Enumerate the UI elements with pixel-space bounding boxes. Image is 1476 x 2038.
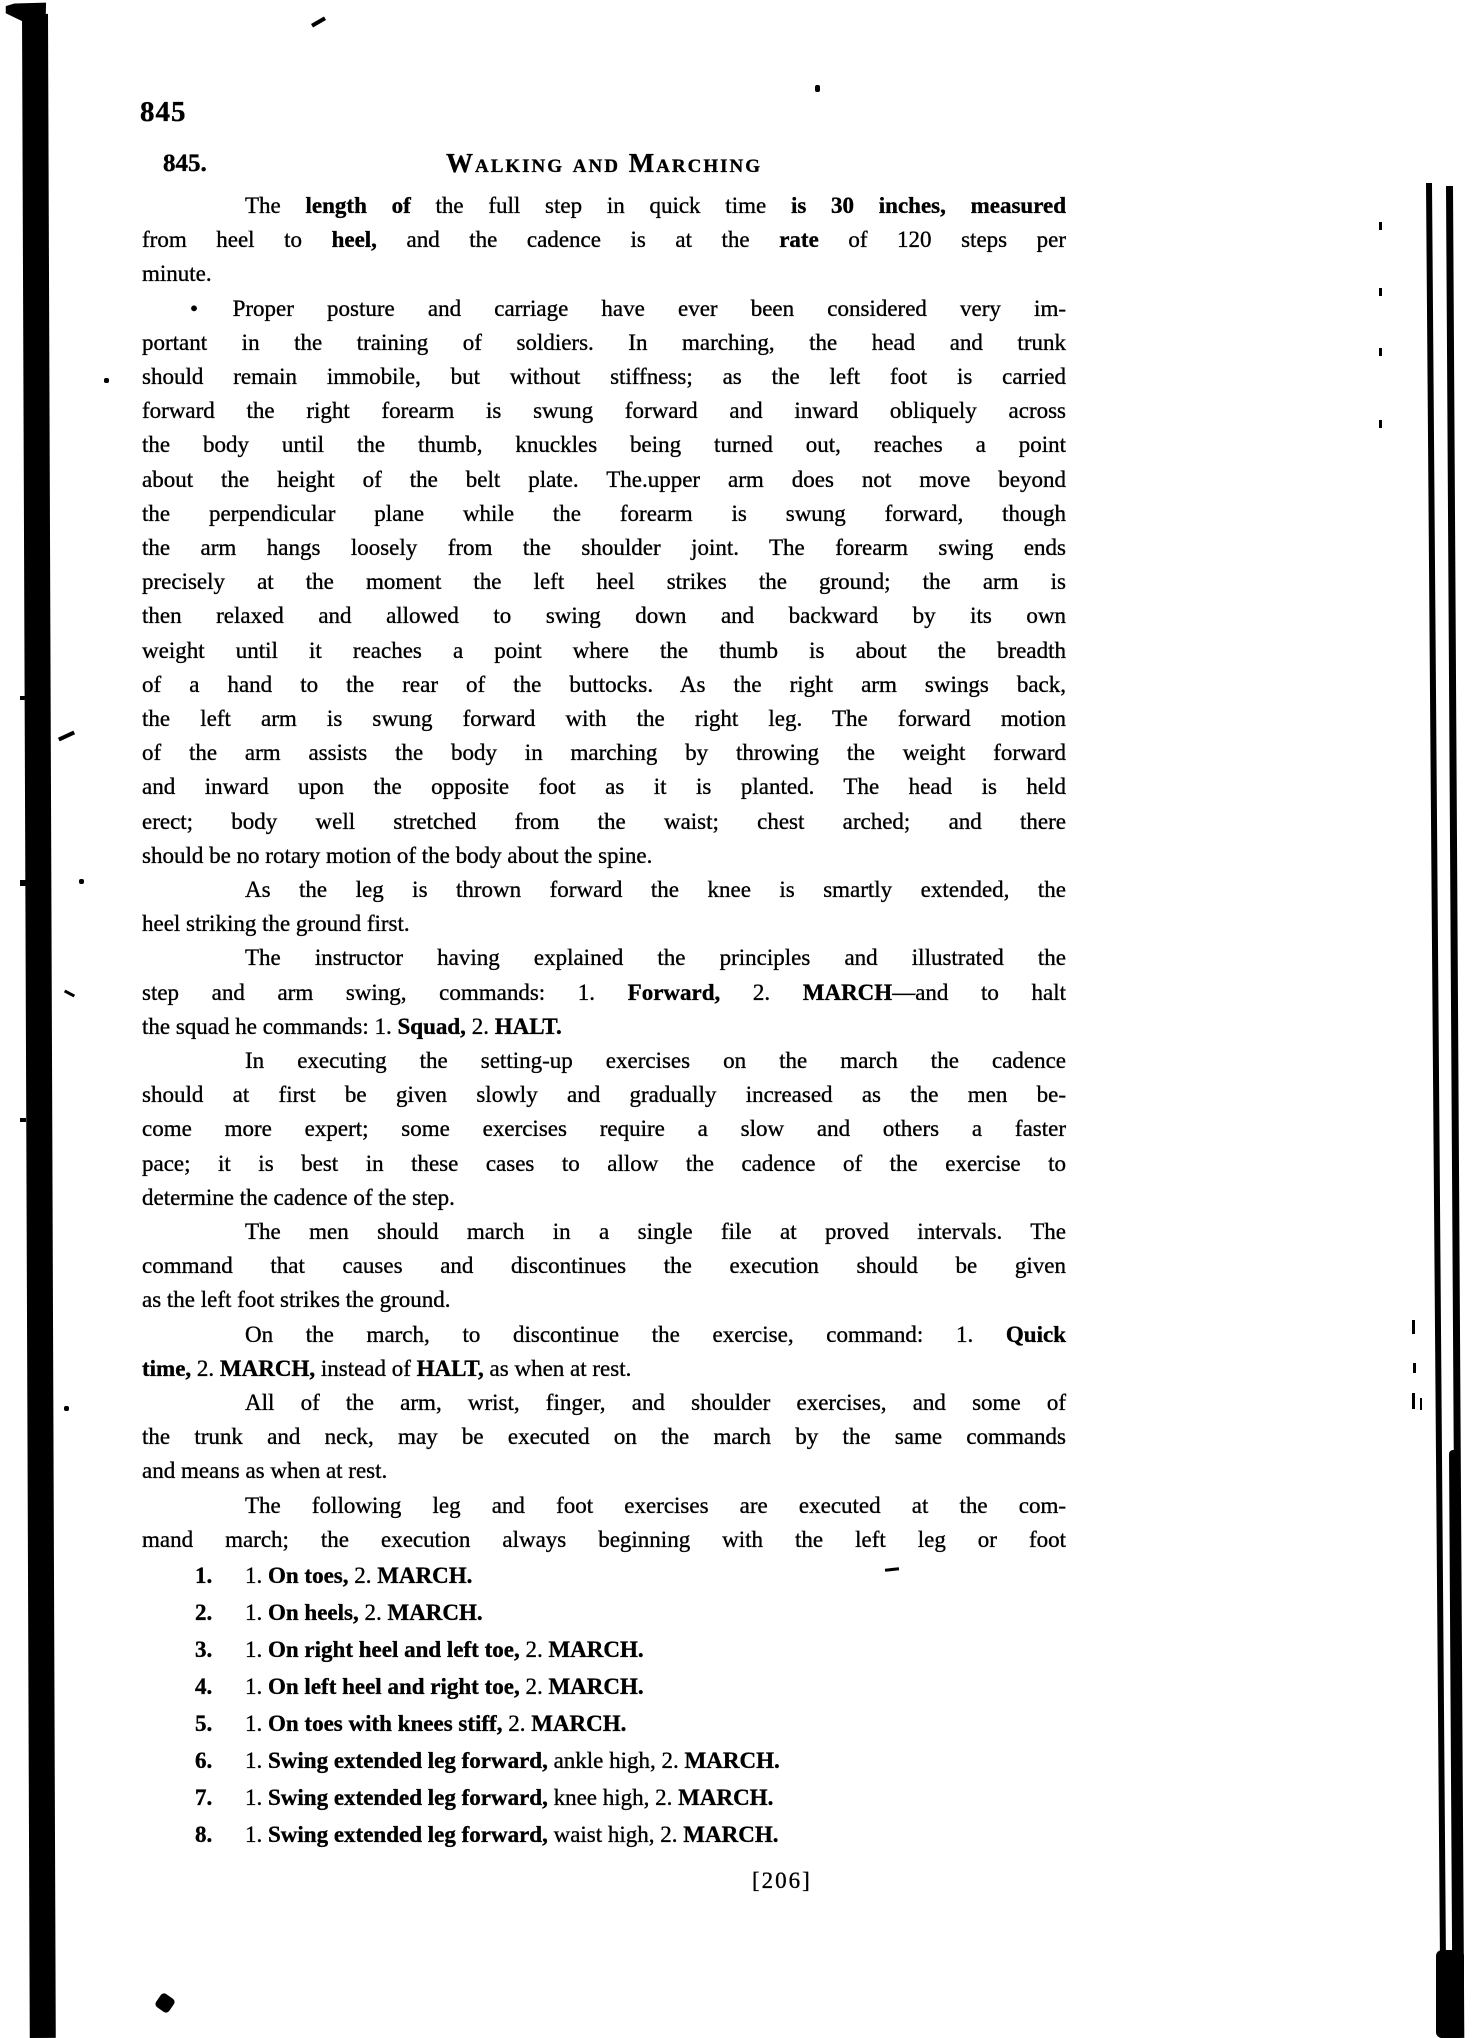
scan-speck	[79, 879, 84, 884]
scan-speck	[104, 378, 109, 383]
scan-speck	[1379, 420, 1382, 428]
text-line: and means as when at rest.	[142, 1458, 388, 1484]
text-line: erect; body well stretched from the waist; chest arched; and there	[142, 808, 1066, 834]
scan-pen-mark	[58, 731, 75, 742]
page-content	[142, 0, 1066, 2038]
scan-speck	[20, 696, 27, 700]
list-item-number: 4.	[195, 1674, 213, 1699]
exercise-list-item: 1. 1. On toes, 2. MARCH.	[195, 1563, 473, 1588]
scan-speck	[1413, 1363, 1416, 1373]
list-item-number: 6.	[195, 1748, 213, 1773]
list-item-number: 2.	[195, 1600, 213, 1625]
text-line: On the march, to discontinue the exercise, command: 1. Quick	[245, 1321, 1066, 1347]
text-line: determine the cadence of the step.	[142, 1184, 455, 1210]
text-line: come more expert; some exercises require a slow and others a faster	[142, 1116, 1066, 1142]
scan-speck	[1412, 1320, 1415, 1334]
scan-speck	[1420, 1398, 1422, 1410]
section-number: 845.	[163, 150, 207, 177]
exercise-list-item: 7. 1. Swing extended leg forward, knee high, 2. MARCH.	[195, 1785, 774, 1810]
scan-gutter-line	[1426, 183, 1447, 2038]
text-line: and inward upon the opposite foot as it is planted. The head is held	[142, 774, 1066, 800]
text-line: minute.	[142, 261, 212, 287]
list-item-number: 8.	[195, 1822, 213, 1847]
text-line: command that causes and discontinues the execution should be given	[142, 1253, 1066, 1279]
text-line: from heel to heel, and the cadence is at the rate of 120 steps per	[142, 227, 1067, 253]
scan-binding-bar	[22, 14, 56, 2038]
scan-speck	[1379, 288, 1382, 296]
text-line: The instructor having explained the principles and illustrated the	[245, 945, 1066, 971]
scan-gutter-blot	[1436, 1950, 1464, 2038]
text-line: weight until it reaches a point where the thumb is about the breadth	[142, 637, 1066, 663]
text-line: should remain immobile, but without stiffness; as the left foot is carried	[142, 364, 1066, 389]
text-line: • Proper posture and carriage have ever been considered very im-	[190, 295, 1066, 321]
scan-speck	[64, 1406, 69, 1411]
list-item-number: 3.	[195, 1637, 213, 1662]
scan-speck	[1379, 222, 1382, 230]
exercise-list-item: 3. 1. On right heel and left toe, 2. MARCH.	[195, 1637, 644, 1662]
text-line: time, 2. MARCH, instead of HALT, as when at rest.	[142, 1355, 632, 1381]
text-line: All of the arm, wrist, finger, and shoulder exercises, and some of	[245, 1390, 1066, 1415]
scan-pen-mark	[64, 990, 75, 998]
text-line: The length of the full step in quick time is 30 inches, measured	[245, 193, 1067, 218]
text-line: forward the right forearm is swung forward and inward obliquely across	[142, 398, 1066, 424]
text-line: In executing the setting-up exercises on the march the cadence	[245, 1048, 1066, 1073]
text-line: the body until the thumb, knuckles being turned out, reaches a point	[142, 432, 1066, 458]
text-line: of a hand to the rear of the buttocks. As the right arm swings back,	[142, 671, 1066, 697]
text-line: about the height of the belt plate. The.upper arm does not move beyond	[142, 466, 1066, 492]
text-line: the arm hangs loosely from the shoulder joint. The forearm swing ends	[142, 535, 1066, 560]
scan-speck	[1412, 1393, 1415, 1409]
text-line: the squad he commands: 1. Squad, 2. HALT.	[142, 1013, 562, 1039]
text-line: pace; it is best in these cases to allow the cadence of the exercise to	[142, 1150, 1066, 1176]
page-number: 845	[140, 96, 187, 128]
text-line: mand march; the execution always beginning with the left leg or foot	[142, 1526, 1066, 1552]
exercise-list-item: 6. 1. Swing extended leg forward, ankle high, 2. MARCH.	[195, 1748, 780, 1773]
text-line: portant in the training of soldiers. In marching, the head and trunk	[142, 329, 1066, 355]
exercise-list-item: 2. 1. On heels, 2. MARCH.	[195, 1600, 483, 1625]
list-item-number: 1.	[195, 1563, 213, 1588]
text-line: precisely at the moment the left heel strikes the ground; the arm is	[142, 569, 1066, 595]
text-line: step and arm swing, commands: 1. Forward, 2. MARCH—and to halt	[142, 979, 1066, 1005]
footer-page-label: [206]	[752, 1868, 812, 1893]
list-item-number: 7.	[195, 1785, 213, 1810]
text-line: As the leg is thrown forward the knee is smartly extended, the	[245, 877, 1066, 902]
text-line: the perpendicular plane while the forearm is swung forward, though	[142, 500, 1066, 526]
text-line: should at first be given slowly and gradually increased as the men be-	[142, 1082, 1066, 1108]
scan-speck	[1379, 348, 1382, 356]
text-line: as the left foot strikes the ground.	[142, 1287, 451, 1313]
list-item-number: 5.	[195, 1711, 213, 1736]
exercise-list-item: 5. 1. On toes with knees stiff, 2. MARCH.	[195, 1711, 627, 1736]
page-title: Walking and Marching	[445, 148, 763, 178]
text-line: the left arm is swung forward with the right leg. The forward motion	[142, 706, 1066, 731]
exercise-list-item: 8. 1. Swing extended leg forward, waist high, 2. MARCH.	[195, 1822, 779, 1847]
text-line: The following leg and foot exercises are executed at the com-	[245, 1492, 1066, 1518]
text-line: then relaxed and allowed to swing down and backward by its own	[142, 603, 1066, 629]
text-line: The men should march in a single file at proved intervals. The	[245, 1219, 1066, 1244]
exercise-list-item: 4. 1. On left heel and right toe, 2. MARCH.	[195, 1674, 644, 1699]
scan-speck	[20, 880, 27, 886]
text-line: the trunk and neck, may be executed on the march by the same commands	[142, 1424, 1066, 1450]
text-line: of the arm assists the body in marching by throwing the weight forward	[142, 740, 1066, 766]
text-line: heel striking the ground first.	[142, 911, 410, 937]
text-line: should be no rotary motion of the body about the spine.	[142, 842, 653, 868]
scan-speck	[20, 1118, 26, 1122]
